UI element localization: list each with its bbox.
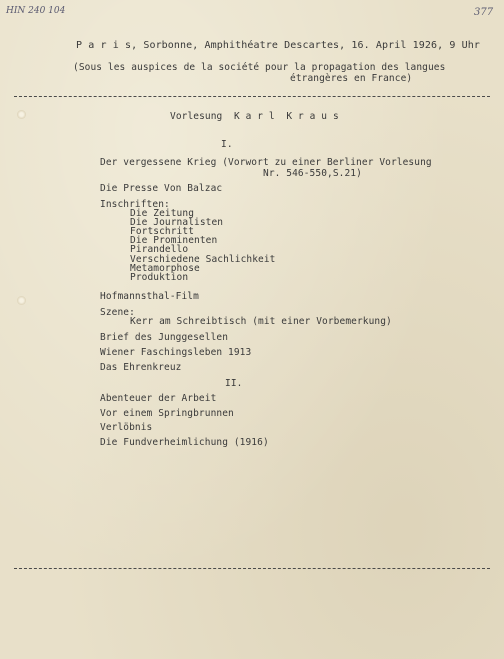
part-2-item: Verlöbnis [100, 422, 153, 433]
inschrift-item: Metamorphose [130, 263, 200, 274]
inschrift-item: Die Journalisten [130, 217, 224, 228]
bottom-rule [14, 568, 490, 569]
item-hofmannsthal-film: Hofmannsthal-Film [100, 291, 199, 302]
part-2-item: Die Fundverheimlichung (1916) [100, 437, 269, 448]
part-1-numeral: I. [221, 139, 233, 150]
lecture-title: Vorlesung K a r l K r a u s [170, 111, 339, 122]
archive-mark: HIN 240 104 [6, 6, 66, 16]
header-line-3: étrangères en France) [290, 73, 413, 84]
part-2-item: Vor einem Springbrunnen [100, 408, 234, 419]
item-presse-balzac: Die Presse Von Balzac [100, 183, 223, 194]
inschriften-label: Inschriften: [100, 199, 170, 210]
item-ehrenkreuz: Das Ehrenkreuz [100, 362, 182, 373]
punch-hole-top [17, 110, 26, 119]
inschrift-item: Fortschritt [130, 226, 195, 237]
szene-label: Szene: [100, 307, 135, 318]
item-brief-junggesellen: Brief des Junggesellen [100, 332, 229, 343]
punch-hole-middle [17, 296, 26, 305]
inschrift-item: Pirandello [130, 244, 189, 255]
inschrift-item: Die Zeitung [130, 208, 195, 219]
header-line-2: (Sous les auspices de la société pour la propagation des langues [73, 62, 446, 73]
item-vergessene-krieg-ref: Nr. 546-550,S.21) [263, 168, 362, 179]
item-vergessene-krieg: Der vergessene Krieg (Vorwort zu einer Berliner Vorlesung [100, 157, 432, 168]
header-line-1: P a r i s, Sorbonne, Amphithéatre Descartes, 16. April 1926, 9 Uhr [76, 40, 480, 51]
folio-number: 377 [474, 7, 494, 18]
inschrift-item: Produktion [130, 272, 189, 283]
part-2-numeral: II. [225, 378, 243, 389]
item-wiener-faschingsleben: Wiener Faschingsleben 1913 [100, 347, 252, 358]
szene-text: Kerr am Schreibtisch (mit einer Vorbemerkung) [130, 316, 392, 327]
top-rule [14, 96, 490, 97]
inschrift-item: Verschiedene Sachlichkeit [130, 254, 276, 265]
inschrift-item: Die Prominenten [130, 235, 218, 246]
part-2-item: Abenteuer der Arbeit [100, 393, 217, 404]
